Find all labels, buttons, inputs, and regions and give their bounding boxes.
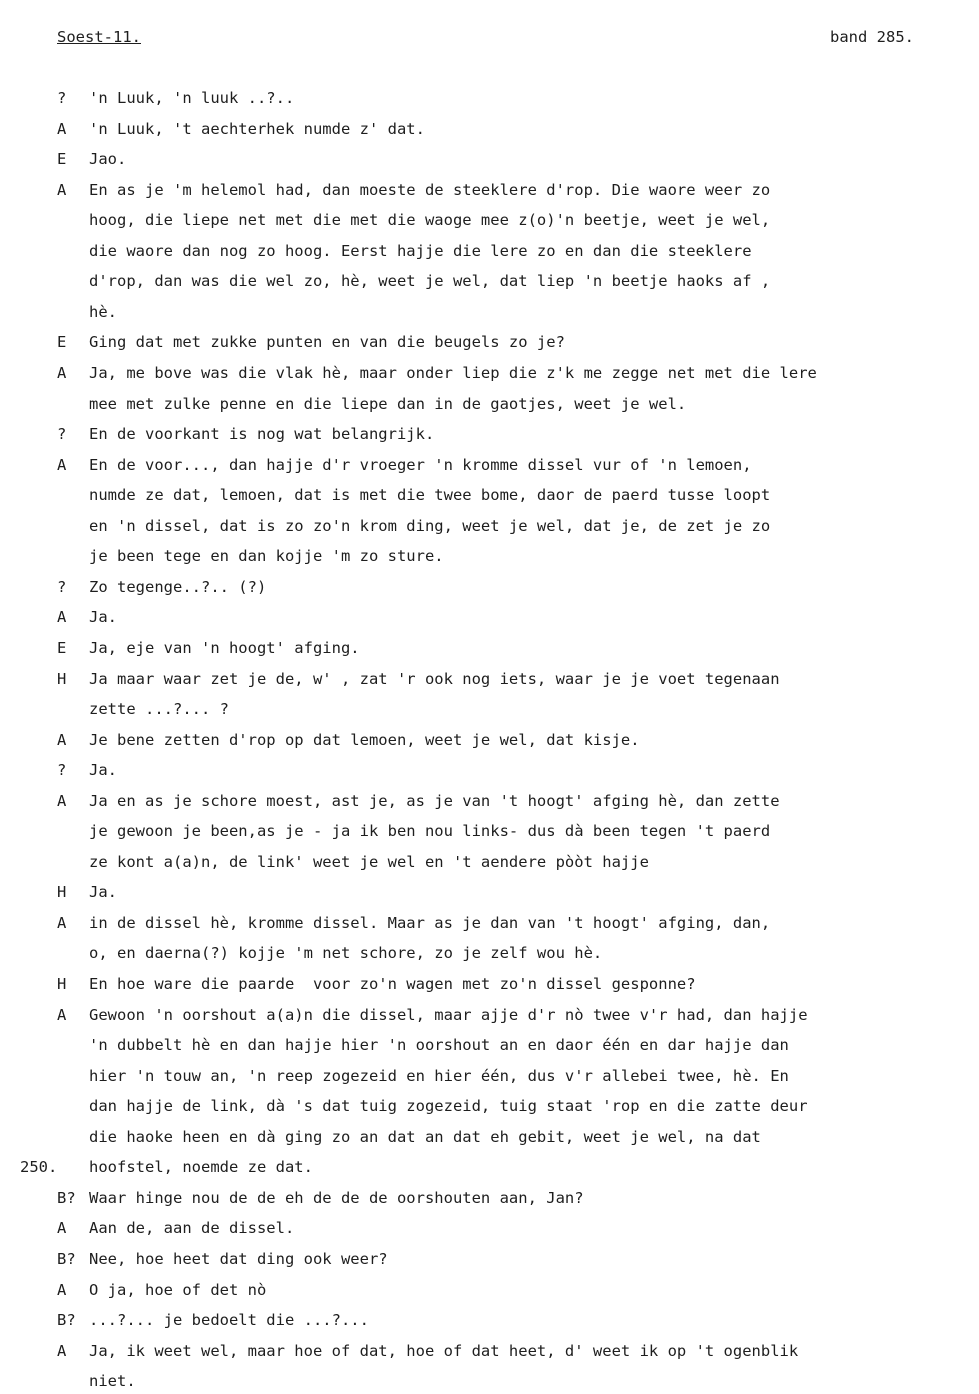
transcript-line: Gewoon 'n oorshout a(a)n die dissel, maar ajje d'r nò twee v'r had, dan hajje: [89, 1005, 808, 1024]
transcript-line: En de voor..., dan hajje d'r vroeger 'n kromme dissel vur of 'n lemoen,: [89, 455, 752, 474]
transcript-line: numde ze dat, lemoen, dat is met die twee bome, daor de paerd tusse loopt: [89, 486, 771, 505]
margin-line-number: 250.: [20, 1158, 58, 1177]
transcript-line: je been tege en dan kojje 'm zo sture.: [89, 547, 444, 566]
speaker-label: B?: [57, 1249, 76, 1268]
transcript-line: Ja.: [89, 883, 117, 902]
transcript-line: o, en daerna(?) kojje 'm net schore, zo je zelf wou hè.: [89, 944, 603, 963]
speaker-label: B?: [57, 1188, 76, 1207]
speaker-label: A: [57, 913, 67, 932]
transcript-line: 'n Luuk, 'n luuk ..?..: [89, 89, 295, 107]
transcript-line: Waar hinge nou de de eh de de de oorshouten aan, Jan?: [89, 1188, 584, 1207]
transcript-line: ...?... je bedoelt die ...?...: [89, 1311, 369, 1329]
speaker-label: E: [57, 150, 67, 169]
transcript-line: en 'n dissel, dat is zo zo'n krom ding, weet je wel, dat je, de zet je zo: [89, 516, 771, 535]
transcript-line: En as je 'm helemol had, dan moeste de steeklere d'rop. Die waore weer zo: [89, 180, 771, 199]
transcript-line: Nee, hoe heet dat ding ook weer?: [89, 1249, 388, 1268]
transcript-line: hè.: [89, 302, 117, 321]
speaker-label: ?: [57, 761, 67, 780]
transcript-line: dan hajje de link, dà 's dat tuig zogezeid, tuig staat 'rop en die zatte deur: [89, 1097, 808, 1116]
transcript-line: Ja, me bove was die vlak hè, maar onder liep die z'k me zegge net met die lere: [89, 363, 817, 382]
transcript-line: Ging dat met zukke punten en van die beugels zo je?: [89, 333, 565, 352]
transcript-line: hier 'n touw an, 'n reep zogezeid en hier één, dus v'r allebei twee, hè. En: [89, 1066, 789, 1085]
speaker-label: A: [57, 1280, 67, 1299]
transcript-line: Ja.: [89, 761, 117, 780]
speaker-label: A: [57, 1005, 67, 1024]
speaker-label: B?: [57, 1311, 76, 1329]
speaker-label: H: [57, 669, 67, 688]
speaker-label: A: [57, 1219, 67, 1238]
speaker-label: A: [57, 608, 67, 627]
transcript-line: je gewoon je been,as je - ja ik ben nou links- dus dà been tegen 't paerd: [89, 822, 771, 841]
page-header-right: band 285.: [830, 28, 914, 46]
transcript-line: 'n dubbelt hè en dan hajje hier 'n oorshout an en daor één en dar hajje dan: [89, 1036, 789, 1055]
speaker-label: H: [57, 975, 67, 993]
transcript-line: d'rop, dan was die wel zo, hè, weet je wel, dat liep 'n beetje haoks af ,: [89, 272, 771, 291]
speaker-label: A: [57, 363, 67, 382]
transcript-line: mee met zulke penne en die liepe dan in de gaotjes, weet je wel.: [89, 394, 687, 413]
transcript-line: En de voorkant is nog wat belangrijk.: [89, 425, 435, 444]
speaker-label: E: [57, 333, 67, 352]
speaker-label: A: [57, 730, 67, 749]
speaker-label: ?: [57, 425, 67, 444]
speaker-label: ?: [57, 577, 67, 596]
transcript-line: Jao.: [89, 150, 127, 169]
speaker-label: A: [57, 180, 67, 199]
speaker-label: E: [57, 638, 67, 657]
speaker-label: ?: [57, 89, 67, 107]
transcript-line: hoog, die liepe net met die met die waoge mee z(o)'n beetje, weet je wel,: [89, 211, 771, 230]
transcript-line: En hoe ware die paarde voor zo'n wagen met zo'n dissel gesponne?: [89, 975, 696, 993]
transcript-line: Ja en as je schore moest, ast je, as je van 't hoogt' afging hè, dan zette: [89, 791, 780, 810]
transcript-line: niet.: [89, 1372, 136, 1391]
transcript-line: Je bene zetten d'rop op dat lemoen, weet je wel, dat kisje.: [89, 730, 640, 749]
speaker-label: A: [57, 1341, 67, 1360]
speaker-label: A: [57, 791, 67, 810]
transcript-line: die haoke heen en dà ging zo an dat an dat eh gebit, weet je wel, na dat: [89, 1127, 761, 1146]
transcript-line: Ja maar waar zet je de, w' , zat 'r ook nog iets, waar je je voet tegenaan: [89, 669, 780, 688]
transcript-line: Zo tegenge..?.. (?): [89, 577, 267, 596]
transcript-line: Ja.: [89, 608, 117, 627]
transcript-line: O ja, hoe of det nò: [89, 1280, 267, 1299]
transcript-line: Aan de, aan de dissel.: [89, 1219, 295, 1238]
speaker-label: H: [57, 883, 67, 902]
transcript-line: 'n Luuk, 't aechterhek numde z' dat.: [89, 119, 425, 138]
speaker-label: A: [57, 119, 67, 138]
speaker-label: A: [57, 455, 67, 474]
transcript-line: Ja, eje van 'n hoogt' afging.: [89, 638, 360, 657]
transcript-line: hoofstel, noemde ze dat.: [89, 1158, 313, 1177]
page-header-left: Soest-11.: [57, 28, 141, 46]
transcript-line: zette ...?... ?: [89, 700, 229, 718]
transcript-line: die waore dan nog zo hoog. Eerst hajje die lere zo en dan die steeklere: [89, 241, 752, 260]
transcript-line: Ja, ik weet wel, maar hoe of dat, hoe of dat heet, d' weet ik op 't ogenblik: [89, 1341, 799, 1360]
transcript-line: ze kont a(a)n, de link' weet je wel en 't aendere pòòt hajje: [89, 852, 649, 871]
transcript-line: in de dissel hè, kromme dissel. Maar as je dan van 't hoogt' afging, dan,: [89, 913, 771, 932]
